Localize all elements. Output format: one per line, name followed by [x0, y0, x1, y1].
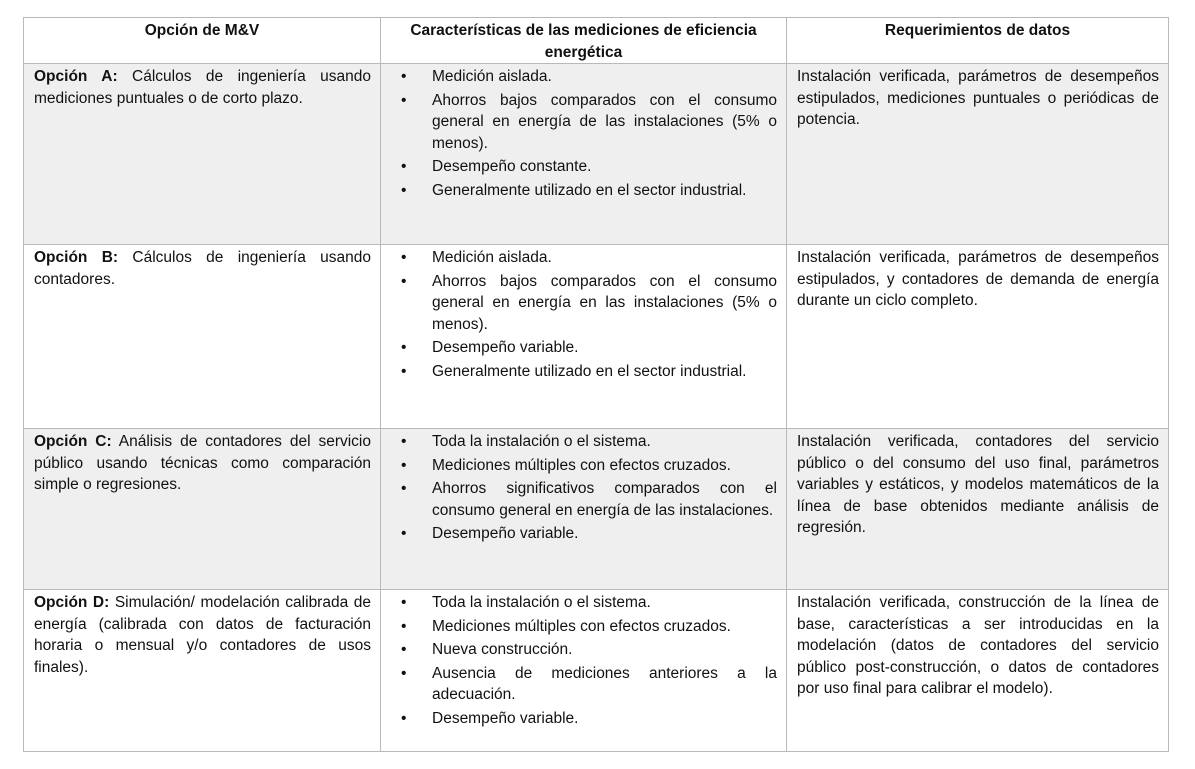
bullet-icon: •	[401, 709, 407, 727]
table-row-option-b	[24, 245, 1169, 429]
characteristics-list	[391, 592, 777, 729]
list-item	[391, 639, 777, 661]
list-item	[391, 271, 777, 336]
list-item	[391, 431, 777, 453]
bullet-icon: •	[401, 456, 407, 474]
list-item	[391, 523, 777, 545]
header-characteristics: Características de las mediciones de eficiencia energética	[381, 18, 787, 64]
characteristics-cell	[381, 245, 787, 429]
characteristics-list	[391, 247, 777, 382]
list-item-text: Desempeño variable.	[432, 709, 579, 727]
bullet-icon: •	[401, 641, 407, 658]
list-item	[391, 361, 777, 383]
list-item-text: Desempeño variable.	[432, 525, 579, 542]
list-item	[391, 156, 777, 178]
characteristics-cell	[381, 429, 787, 590]
option-description: Cálculos de ingeniería usando mediciones puntuales o de corto plazo.	[34, 68, 371, 107]
list-item-text: Desempeño variable.	[432, 339, 579, 356]
bullet-icon: •	[401, 617, 407, 635]
list-item	[391, 592, 777, 614]
bullet-icon: •	[401, 433, 407, 450]
requirements-cell: Instalación verificada, parámetros de desempeños estipulados, y contadores de demanda de energía durante un ciclo completo.	[787, 245, 1169, 429]
list-item-text: Mediciones múltiples con efectos cruzados.	[432, 456, 731, 474]
list-item-text: Desempeño constante.	[432, 158, 592, 175]
list-item	[391, 708, 777, 730]
header-row	[24, 18, 1169, 64]
table-row-option-d	[24, 590, 1169, 752]
requirements-cell: Instalación verificada, construcción de la línea de base, características a ser introducidas en la modelación (datos de contadores del servicio público post-construcción, o datos de contadores por uso final para calibrar el modelo).	[787, 590, 1169, 752]
list-item-text: Ausencia de mediciones anteriores a la adecuación.	[432, 664, 777, 703]
option-cell	[24, 245, 381, 429]
option-description: Análisis de contadores del servicio público usando técnicas como comparación simple o regresiones.	[34, 433, 371, 493]
bullet-icon: •	[401, 480, 407, 497]
option-label: Opción C:	[34, 433, 112, 450]
list-item	[391, 663, 777, 706]
list-item	[391, 90, 777, 155]
list-item	[391, 616, 777, 638]
list-item	[391, 180, 777, 202]
list-item-text: Mediciones múltiples con efectos cruzados.	[432, 617, 731, 635]
list-item-text: Ahorros significativos comparados con el consumo general en energía de las instalaciones.	[432, 480, 777, 519]
bullet-icon: •	[401, 91, 407, 109]
bullet-icon: •	[401, 525, 407, 542]
list-item	[391, 247, 777, 269]
list-item	[391, 478, 777, 521]
table-row-option-c	[24, 429, 1169, 590]
option-label: Opción A:	[34, 68, 118, 85]
characteristics-cell	[381, 590, 787, 752]
option-description: Simulación/ modelación calibrada de energía (calibrada con datos de facturación horaria o mensual y/o contadores de usos finales).	[34, 594, 371, 676]
list-item-text: Nueva construcción.	[432, 641, 573, 658]
characteristics-cell	[381, 64, 787, 245]
option-label: Opción D:	[34, 594, 110, 611]
list-item-text: Medición aislada.	[432, 68, 552, 85]
characteristics-list	[391, 66, 777, 201]
bullet-icon: •	[401, 339, 407, 356]
list-item-text: Generalmente utilizado en el sector industrial.	[432, 362, 747, 380]
bullet-icon: •	[401, 272, 407, 290]
list-item	[391, 455, 777, 477]
requirements-cell: Instalación verificada, contadores del servicio público o del consumo del uso final, parámetros variables y estáticos, y modelos matemáticos de la línea de base obtenidos mediante análisis de regresión.	[787, 429, 1169, 590]
bullet-icon: •	[401, 68, 407, 85]
option-description: Cálculos de ingeniería usando contadores.	[34, 249, 371, 288]
header-data-requirements: Requerimientos de datos	[787, 18, 1169, 64]
bullet-icon: •	[401, 594, 407, 611]
bullet-icon: •	[401, 362, 407, 380]
list-item	[391, 337, 777, 359]
characteristics-list	[391, 431, 777, 545]
requirements-cell: Instalación verificada, parámetros de desempeños estipulados, mediciones puntuales o periódicas de potencia.	[787, 64, 1169, 245]
list-item-text: Ahorros bajos comparados con el consumo general en energía en las instalaciones (5% o menos).	[432, 272, 777, 333]
bullet-icon: •	[401, 158, 407, 175]
option-cell	[24, 64, 381, 245]
option-cell	[24, 590, 381, 752]
header-mv-option: Opción de M&V	[24, 18, 381, 64]
list-item-text: Generalmente utilizado en el sector industrial.	[432, 181, 747, 199]
list-item-text: Toda la instalación o el sistema.	[432, 594, 651, 611]
list-item-text: Toda la instalación o el sistema.	[432, 433, 651, 450]
option-cell	[24, 429, 381, 590]
bullet-icon: •	[401, 249, 407, 266]
mv-options-table	[23, 17, 1169, 752]
list-item-text: Ahorros bajos comparados con el consumo general en energía de las instalaciones (5% o menos).	[432, 91, 777, 152]
table-row-option-a	[24, 64, 1169, 245]
option-label: Opción B:	[34, 249, 119, 266]
list-item-text: Medición aislada.	[432, 249, 552, 266]
bullet-icon: •	[401, 181, 407, 199]
list-item	[391, 66, 777, 88]
bullet-icon: •	[401, 664, 407, 682]
